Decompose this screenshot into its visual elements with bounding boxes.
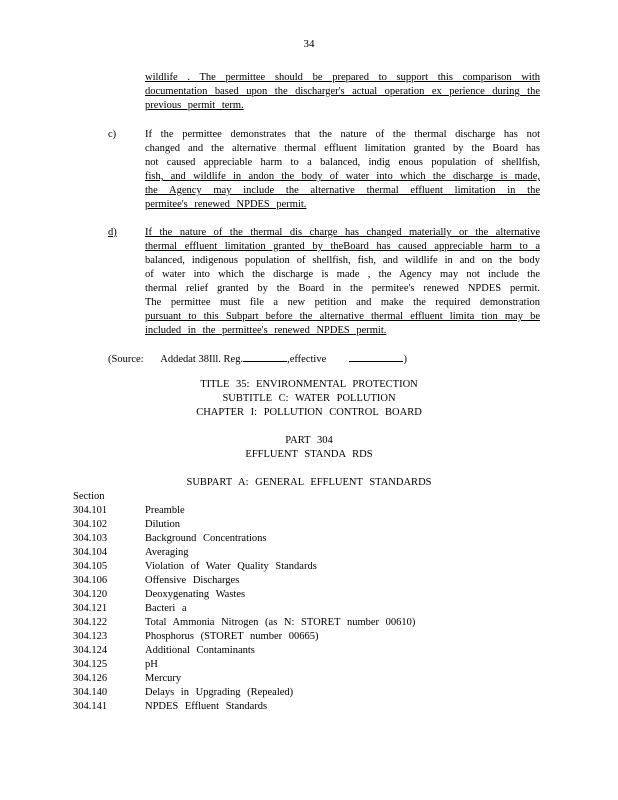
toc-row — [73, 546, 543, 560]
subtitle-heading: SUBTITLE C: WATER POLLUTION — [222, 393, 396, 404]
section-title: Background Concentrations — [145, 533, 267, 544]
toc-row — [73, 700, 543, 714]
toc-row — [73, 686, 543, 700]
subpart-heading: SUBPART A: GENERAL EFFLUENT STANDARDS — [186, 477, 432, 488]
section-title: Mercury — [145, 673, 182, 684]
section-title: Total Ammonia Nitrogen (as N: STORET number 00610) — [145, 617, 416, 628]
text-line: thermal relief granted by the Board in the permitee's renewed NPDES permit. — [145, 283, 540, 294]
toc-row — [73, 518, 543, 532]
part-block — [0, 434, 618, 462]
text-line: pursuant to this Subpart before the alternative thermal effluent limita tion may be — [145, 311, 540, 322]
text-line: The permittee must file a new petition and make the required demonstration — [145, 297, 540, 308]
text-line: documentation based upon the discharger's actual operation ex perience during the — [145, 86, 540, 97]
text-line: changed and the alternative thermal effluent limitation granted by the Board has — [145, 143, 540, 154]
text-line: wildlife . The permittee should be prepared to support this comparison with — [145, 72, 540, 83]
section-number: 304.105 — [73, 561, 108, 572]
title-block — [0, 378, 618, 420]
section-title: Violation of Water Quality Standards — [145, 561, 317, 572]
section-number: 304.122 — [73, 617, 108, 628]
toc-row — [73, 644, 543, 658]
text-line: previous permit term. — [145, 100, 244, 111]
continuation-paragraph — [145, 71, 540, 113]
list-item-body — [145, 128, 540, 212]
toc-row — [73, 504, 543, 518]
text-line: If the nature of the thermal dis charge has changed materially or the alternative — [145, 227, 540, 238]
section-title: Offensive Discharges — [145, 575, 240, 586]
section-number: 304.101 — [73, 505, 108, 516]
section-label: Section — [73, 491, 105, 502]
text-line: If the permittee demonstrates that the nature of the thermal discharge has not — [145, 129, 540, 140]
section-number: 304.106 — [73, 575, 108, 586]
source-text: ,effective — [287, 354, 327, 365]
chapter-heading: CHAPTER I: POLLUTION CONTROL BOARD — [196, 407, 422, 418]
section-number: 304.121 — [73, 603, 108, 614]
section-number: 304.104 — [73, 547, 108, 558]
section-title: Averaging — [145, 547, 189, 558]
section-title: Deoxygenating Wastes — [145, 589, 246, 600]
blank-field — [349, 351, 403, 362]
section-title: Dilution — [145, 519, 181, 530]
source-note — [108, 351, 407, 367]
text-line: included in the permittee's renewed NPDES permit. — [145, 325, 387, 336]
section-title: Delays in Upgrading (Repealed) — [145, 687, 294, 698]
section-number: 304.126 — [73, 673, 108, 684]
toc-row — [73, 616, 543, 630]
text-line: the Agency may include the alternative thermal effluent limitation in the — [145, 185, 540, 196]
section-title: pH — [145, 659, 158, 670]
section-number: 304.120 — [73, 589, 108, 600]
list-marker: c) — [108, 129, 117, 140]
source-label: (Source: — [108, 354, 144, 365]
section-title: Bacteri a — [145, 603, 187, 614]
toc-row — [73, 602, 543, 616]
page-number: 34 — [303, 38, 315, 50]
source-close: ) — [403, 354, 407, 365]
toc-row — [73, 588, 543, 602]
text-line: balanced, indigenous population of shellfish, fish, and wildlife in and on the body — [145, 255, 540, 266]
text-line: not caused appreciable harm to a balanced, indig enous population of shellfish, — [145, 157, 540, 168]
section-number: 304.140 — [73, 687, 108, 698]
toc-row — [73, 658, 543, 672]
list-marker: d) — [108, 227, 117, 238]
part-heading: PART 304 — [285, 435, 333, 446]
section-number: 304.125 — [73, 659, 108, 670]
list-item-body — [145, 226, 540, 338]
section-title: Preamble — [145, 505, 185, 516]
toc-row — [73, 574, 543, 588]
section-title: Additional Contaminants — [145, 645, 255, 656]
section-title: NPDES Effluent Standards — [145, 701, 268, 712]
title-heading: TITLE 35: ENVIRONMENTAL PROTECTION — [200, 379, 418, 390]
table-of-contents — [73, 504, 543, 714]
part-name: EFFLUENT STANDA RDS — [245, 449, 373, 460]
toc-row — [73, 630, 543, 644]
text-line: permitee's renewed NPDES permit. — [145, 199, 307, 210]
section-number: 304.124 — [73, 645, 108, 656]
toc-row — [73, 532, 543, 546]
toc-row — [73, 672, 543, 686]
source-text: Addedat 38Ill. Reg. — [160, 354, 244, 365]
section-title: Phosphorus (STORET number 00665) — [145, 631, 319, 642]
section-number: 304.102 — [73, 519, 108, 530]
text-line: fish, and wildlife in andon the body of water into which the discharge is made, — [145, 171, 540, 182]
toc-row — [73, 560, 543, 574]
text-line: thermal effluent limitation granted by theBoard has caused appreciable harm to a — [145, 241, 540, 252]
blank-field — [243, 351, 287, 362]
section-number: 304.103 — [73, 533, 108, 544]
text-line: of water into which the discharge is made , the Agency may not include the — [145, 269, 540, 280]
section-number: 304.123 — [73, 631, 108, 642]
section-number: 304.141 — [73, 701, 108, 712]
